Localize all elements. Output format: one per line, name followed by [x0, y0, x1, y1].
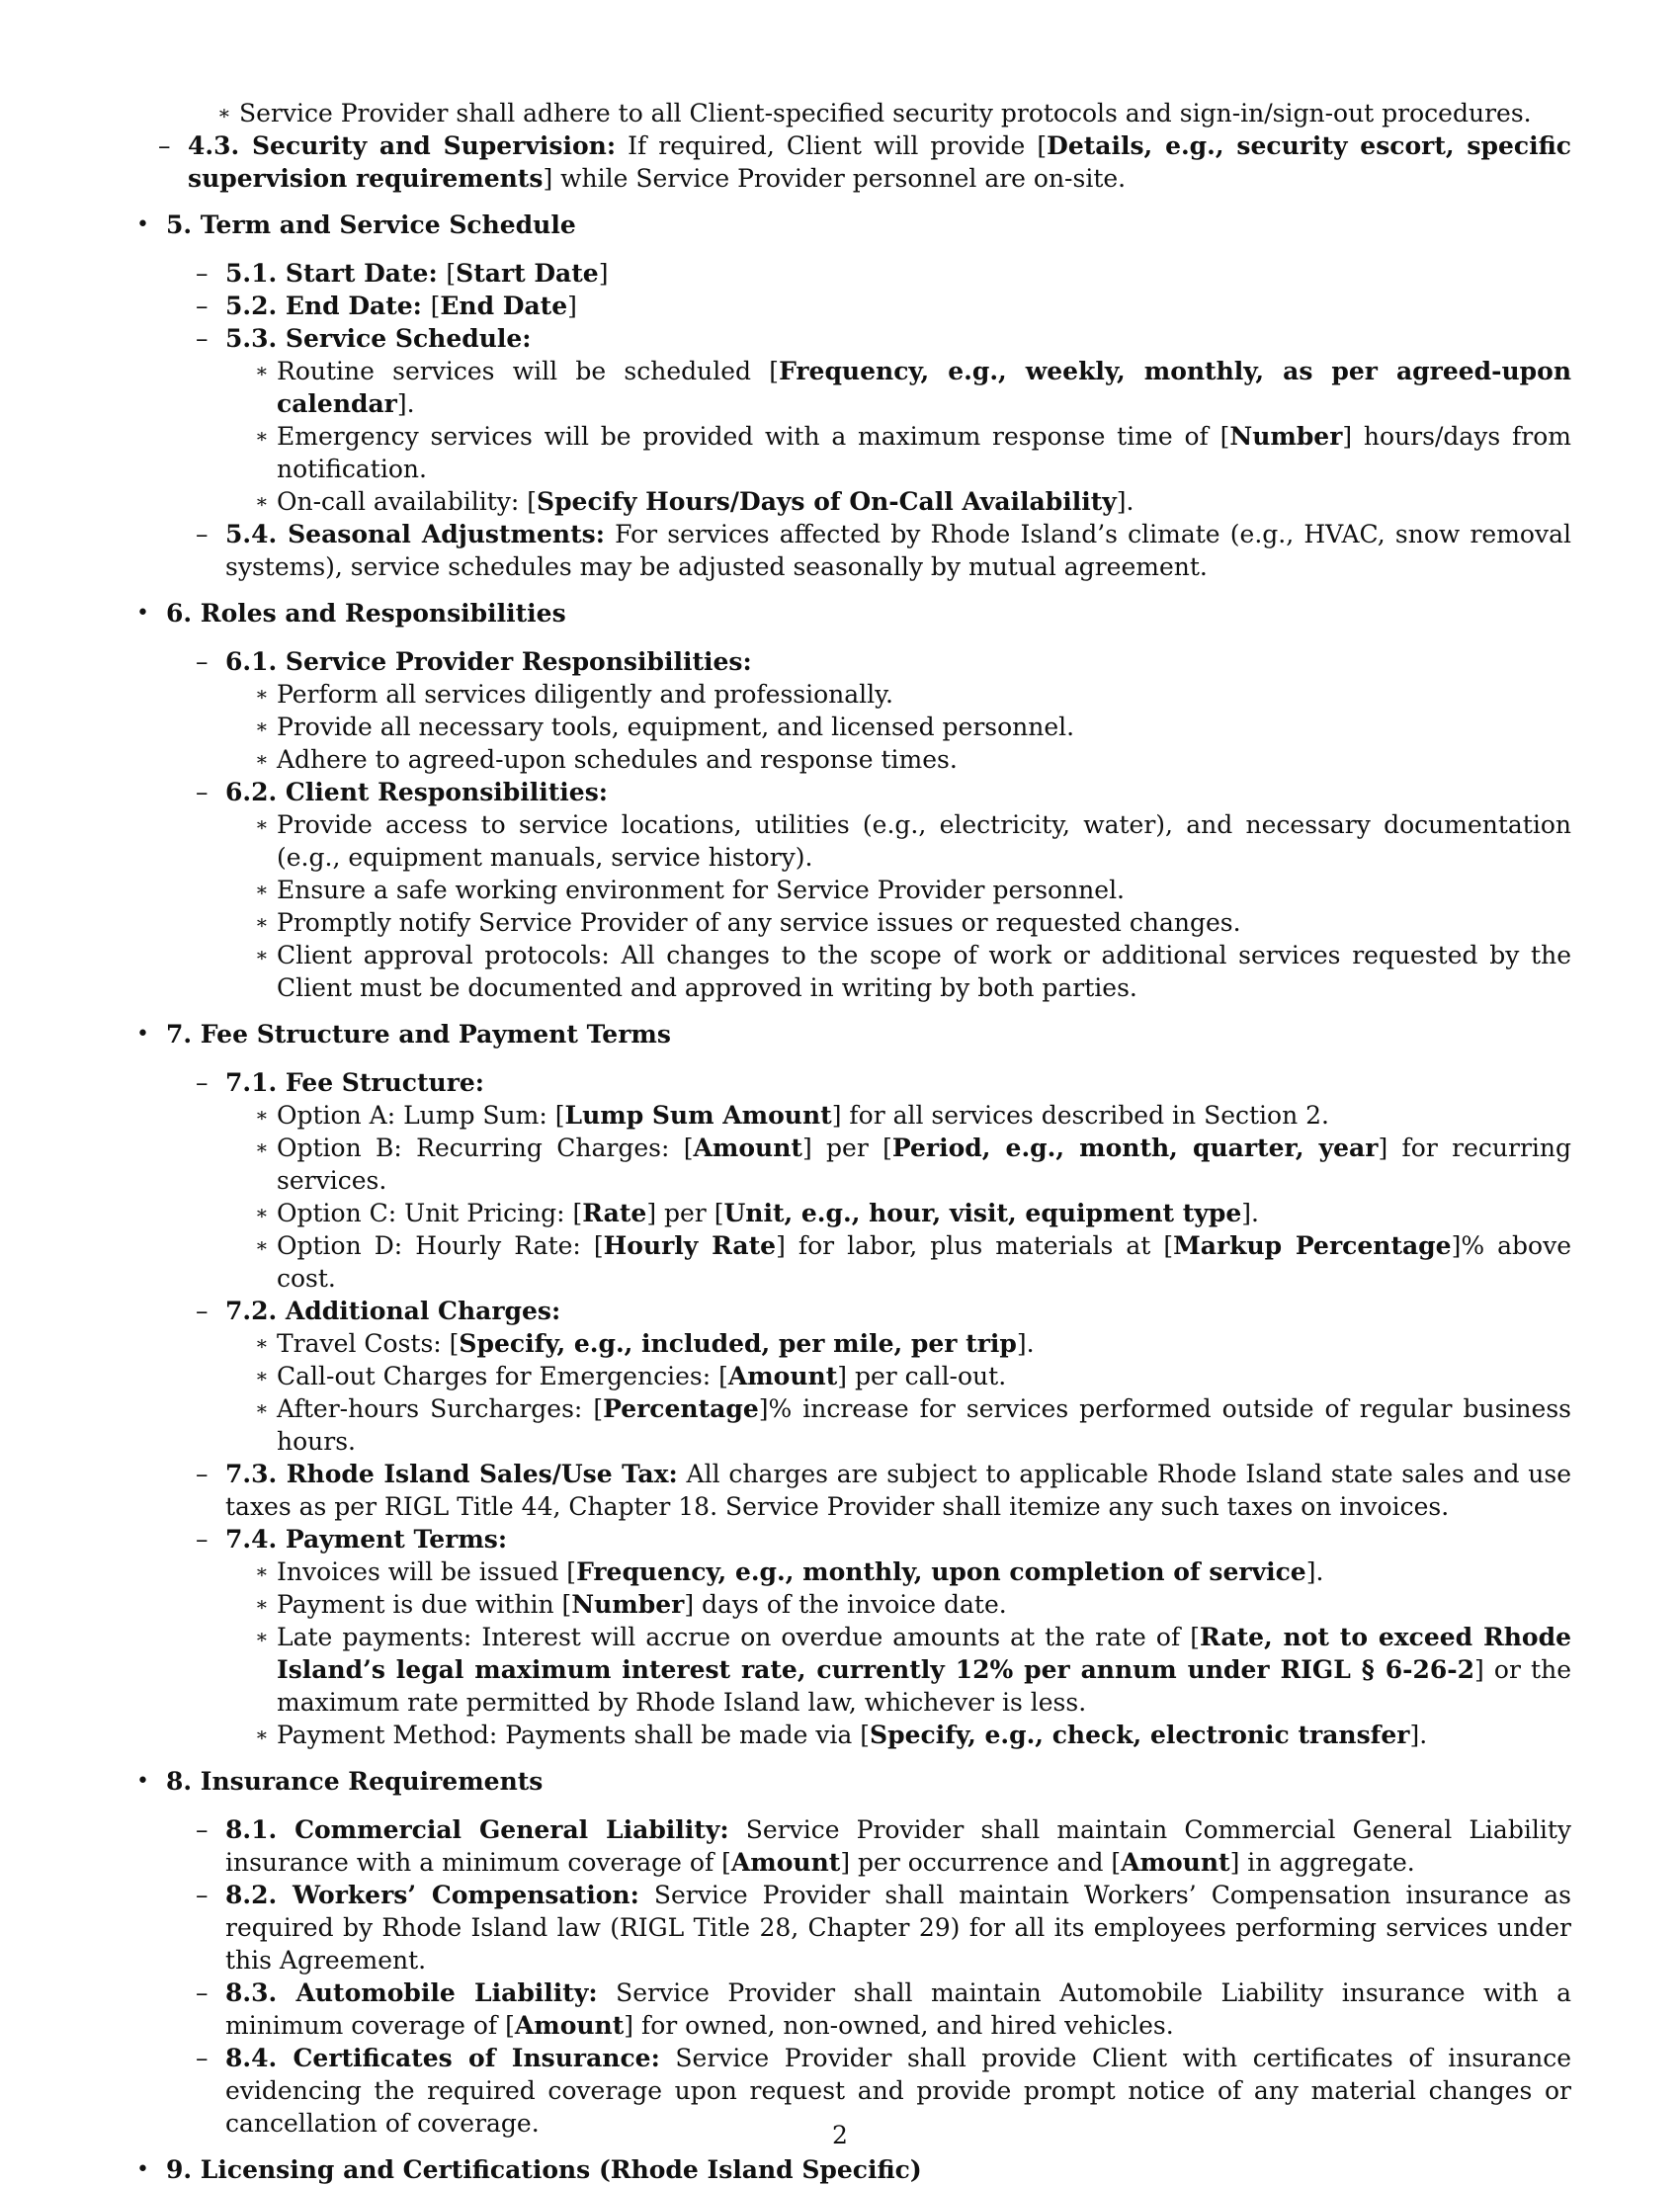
subsection-label: 7.4. Payment Terms: [225, 1525, 508, 1554]
dash-marker: – [196, 647, 209, 676]
section-title: 9. Licensing and Certifications (Rhode Island Specific) [166, 2155, 922, 2184]
subsection-7-1 [166, 1066, 1571, 1099]
subsection-5-2: – 5.2. End Date: [End Date] [196, 292, 577, 320]
list-item: ∗ Routine services will be scheduled [Frequency, e.g., weekly, monthly, as per agreed-upon calendar]. [255, 357, 1571, 418]
placeholder-field: Start Date [456, 259, 599, 288]
star-marker: ∗ [255, 910, 269, 934]
star-marker: ∗ [255, 1592, 269, 1616]
placeholder-field: Amount [1121, 1848, 1230, 1877]
subsection-label: 5.4. Seasonal Adjustments: [225, 520, 605, 548]
list-item: ∗ Option B: Recurring Charges: [Amount] per [Period, e.g., month, quarter, year] for recurring services. [255, 1134, 1571, 1195]
page-number: 2 [832, 2121, 848, 2149]
subsection-8-2: – 8.2. Workers’ Compensation: Service Provider shall maintain Workers’ Compensation insurance as required by Rhode Island law (RIGL Title 28, Chapter 29) for all its employees performing services under this Agreement. [196, 1881, 1571, 1975]
subsection-label: 4.3. Security and Supervision: [188, 131, 617, 160]
dash-marker: – [196, 1525, 209, 1554]
subsection-5-3 [166, 322, 1571, 355]
star-marker: ∗ [255, 489, 269, 513]
star-marker: ∗ [255, 1364, 269, 1387]
placeholder-field: Percentage [603, 1394, 759, 1423]
placeholder-field: Rate [582, 1199, 647, 1227]
star-marker: ∗ [255, 1103, 269, 1127]
list-item: ∗ Option A: Lump Sum: [Lump Sum Amount] for all services described in Section 2. [255, 1101, 1329, 1130]
section-title: 8. Insurance Requirements [166, 1767, 544, 1796]
star-marker: ∗ [255, 1559, 269, 1583]
star-marker: ∗ [255, 682, 269, 706]
subsection-label: 8.1. Commercial General Liability: [225, 1815, 729, 1844]
subsection-label: 5.3. Service Schedule: [225, 324, 532, 353]
list-item: ∗ Ensure a safe working environment for Service Provider personnel. [255, 876, 1126, 904]
subsection-8-3: – 8.3. Automobile Liability: Service Provider shall maintain Automobile Liability insurance with a minimum coverage of [Amount] for owned, non-owned, and hired vehicles. [196, 1978, 1571, 2040]
placeholder-field: Lump Sum Amount [564, 1101, 832, 1130]
list-item: ∗ Provide all necessary tools, equipment, and licensed personnel. [255, 713, 1075, 741]
dash-marker: – [196, 2044, 209, 2072]
star-marker: ∗ [255, 715, 269, 738]
section-4-continuation [128, 97, 1571, 195]
placeholder-field: End Date [440, 292, 568, 320]
dash-marker: – [196, 1068, 209, 1097]
list-item: ∗ Option D: Hourly Rate: [Hourly Rate] for labor, plus materials at [Markup Percentage]% above cost. [255, 1231, 1571, 1293]
section-6 [128, 597, 1571, 1004]
subsection-8-1: – 8.1. Commercial General Liability: Service Provider shall maintain Commercial General Liability insurance with a minimum coverage of [Amount] per occurrence and [Amount] in aggregate. [196, 1815, 1571, 1877]
placeholder-field: Frequency, e.g., weekly, monthly, as per agreed-upon calendar [277, 357, 1571, 418]
section-title: 7. Fee Structure and Payment Terms [166, 1020, 671, 1049]
list-item: ∗ Option C: Unit Pricing: [Rate] per [Unit, e.g., hour, visit, equipment type]. [255, 1199, 1259, 1227]
list-item: ∗ Invoices will be issued [Frequency, e.g., monthly, upon completion of service]. [255, 1557, 1324, 1586]
subsection-6-2 [166, 776, 1571, 808]
placeholder-field: Amount [730, 1848, 841, 1877]
bullet-marker: • [136, 2157, 149, 2182]
list-item: ∗ Provide access to service locations, utilities (e.g., electricity, water), and necessary documentation (e.g., equipment manuals, service history). [255, 810, 1571, 872]
item-text: Service Provider shall adhere to all Client-specified security protocols and sign-in/sign-out procedures. [239, 99, 1532, 127]
bullet-marker: • [136, 601, 149, 626]
subsection-label: 6.2. Client Responsibilities: [225, 778, 609, 806]
star-marker: ∗ [255, 1331, 269, 1355]
dash-marker: – [196, 1978, 209, 2007]
star-marker: ∗ [255, 359, 269, 382]
subsection-4-3: – 4.3. Security and Supervision: If required, Client will provide [Details, e.g., security escort, specific supervision requirements] while Service Provider personnel are on-site. [158, 131, 1571, 193]
subsection-6-1 [166, 645, 1571, 678]
placeholder-field: Period, e.g., month, quarter, year [891, 1134, 1379, 1162]
bullet-marker: • [136, 1022, 149, 1047]
placeholder-field: Specify Hours/Days of On-Call Availability [537, 487, 1117, 516]
subsection-8-4: – 8.4. Certificates of Insurance: Service Provider shall provide Client with certificates of insurance evidencing the required coverage upon request and provide prompt notice of any material changes or cancellation of coverage. [196, 2044, 1571, 2138]
placeholder-field: Hourly Rate [603, 1231, 777, 1260]
subsection-5-4: – 5.4. Seasonal Adjustments: For services affected by Rhode Island’s climate (e.g., HVAC, snow removal systems), service schedules may be adjusted seasonally by mutual agreement. [196, 520, 1571, 581]
list-item: ∗ Adhere to agreed-upon schedules and response times. [255, 745, 958, 774]
list-item [128, 97, 1571, 129]
placeholder-field: Number [571, 1590, 685, 1619]
star-marker: ∗ [255, 1201, 269, 1224]
bullet-marker: • [136, 212, 149, 237]
star-marker: ∗ [217, 101, 231, 125]
dash-marker: – [196, 778, 209, 806]
list-item: ∗ Payment is due within [Number] days of the invoice date. [255, 1590, 1007, 1619]
section-title: 5. Term and Service Schedule [166, 210, 576, 239]
placeholder-field: Number [1229, 422, 1343, 451]
placeholder-field: Amount [693, 1134, 802, 1162]
subsection-label: 8.2. Workers’ Compensation: [225, 1881, 639, 1909]
dash-marker: – [196, 1881, 209, 1909]
list-item: ∗ Promptly notify Service Provider of any service issues or requested changes. [255, 908, 1241, 937]
placeholder-field: Specify, e.g., included, per mile, per trip [459, 1329, 1017, 1358]
star-marker: ∗ [255, 1233, 269, 1257]
dash-marker: – [196, 292, 209, 320]
star-marker: ∗ [255, 878, 269, 901]
dash-marker: – [158, 131, 171, 160]
list-item: ∗ After-hours Surcharges: [Percentage]% increase for services performed outside of regular business hours. [255, 1394, 1571, 1456]
section-7 [128, 1018, 1571, 1751]
bullet-marker: • [136, 1769, 149, 1794]
star-marker: ∗ [255, 943, 269, 967]
dash-marker: – [196, 259, 209, 288]
subsection-label: 7.2. Additional Charges: [225, 1297, 561, 1325]
dash-marker: – [196, 324, 209, 353]
star-marker: ∗ [255, 812, 269, 836]
placeholder-field: Amount [514, 2011, 625, 2040]
star-marker: ∗ [255, 1396, 269, 1420]
dash-marker: – [196, 1297, 209, 1325]
subsection-label: 8.4. Certificates of Insurance: [225, 2044, 660, 2072]
list-item: ∗ Client approval protocols: All changes to the scope of work or additional services requested by the Client must be documented and approved in writing by both parties. [255, 941, 1571, 1002]
section-8 [128, 1765, 1571, 2140]
list-item: ∗ Emergency services will be provided with a maximum response time of [Number] hours/days from notification. [255, 422, 1571, 483]
dash-marker: – [196, 520, 209, 548]
subsection-label: 7.3. Rhode Island Sales/Use Tax: [225, 1460, 678, 1488]
section-5 [128, 209, 1571, 583]
placeholder-field: Amount [727, 1362, 838, 1390]
list-item: ∗ Travel Costs: [Specify, e.g., included, per mile, per trip]. [255, 1329, 1035, 1358]
section-9 [128, 2153, 1571, 2186]
subsection-label: 7.1. Fee Structure: [225, 1068, 484, 1097]
subsection-label: 6.1. Service Provider Responsibilities: [225, 647, 752, 676]
list-item: ∗ Late payments: Interest will accrue on overdue amounts at the rate of [Rate, not to exceed Rhode Island’s legal maximum interest rate, currently 12% per annum under RIGL § 6-26-2] or the maximum rate permitted by Rhode Island law, whichever is less. [255, 1623, 1571, 1717]
placeholder-field: Markup Percentage [1173, 1231, 1452, 1260]
subsection-7-4 [166, 1523, 1571, 1555]
section-title: 6. Roles and Responsibilities [166, 599, 566, 628]
placeholder-field: Specify, e.g., check, electronic transfer [870, 1721, 1410, 1749]
subsection-7-2 [166, 1295, 1571, 1327]
star-marker: ∗ [255, 1135, 269, 1159]
star-marker: ∗ [255, 424, 269, 448]
list-item: ∗ Call-out Charges for Emergencies: [Amount] per call-out. [255, 1362, 1007, 1390]
placeholder-field: Unit, e.g., hour, visit, equipment type [723, 1199, 1242, 1227]
placeholder-field: Rate, not to exceed Rhode Island’s legal maximum interest rate, currently 12% per annum under RIGL § 6-26-2 [277, 1623, 1571, 1684]
star-marker: ∗ [255, 747, 269, 771]
subsection-5-1: – 5.1. Start Date: [Start Date] [196, 259, 609, 288]
placeholder-field: Frequency, e.g., monthly, upon completion of service [576, 1557, 1306, 1586]
star-marker: ∗ [255, 1625, 269, 1648]
placeholder-field: Details, e.g., security escort, specific supervision requirements [188, 131, 1571, 193]
list-item: ∗ Perform all services diligently and professionally. [255, 680, 893, 709]
document-page [128, 97, 1571, 2186]
star-marker: ∗ [255, 1723, 269, 1746]
subsection-label: 5.2. End Date: [225, 292, 431, 320]
list-item: ∗ Payment Method: Payments shall be made via [Specify, e.g., check, electronic transfer]. [255, 1721, 1428, 1749]
subsection-label: 8.3. Automobile Liability: [225, 1978, 598, 2007]
dash-marker: – [196, 1460, 209, 1488]
subsection-label: 5.1. Start Date: [225, 259, 447, 288]
list-item: ∗ On-call availability: [Specify Hours/Days of On-Call Availability]. [255, 487, 1134, 516]
dash-marker: – [196, 1815, 209, 1844]
subsection-7-3: – 7.3. Rhode Island Sales/Use Tax: All charges are subject to applicable Rhode Island state sales and use taxes as per RIGL Title 44, Chapter 18. Service Provider shall itemize any such taxes on invoices. [196, 1460, 1571, 1521]
